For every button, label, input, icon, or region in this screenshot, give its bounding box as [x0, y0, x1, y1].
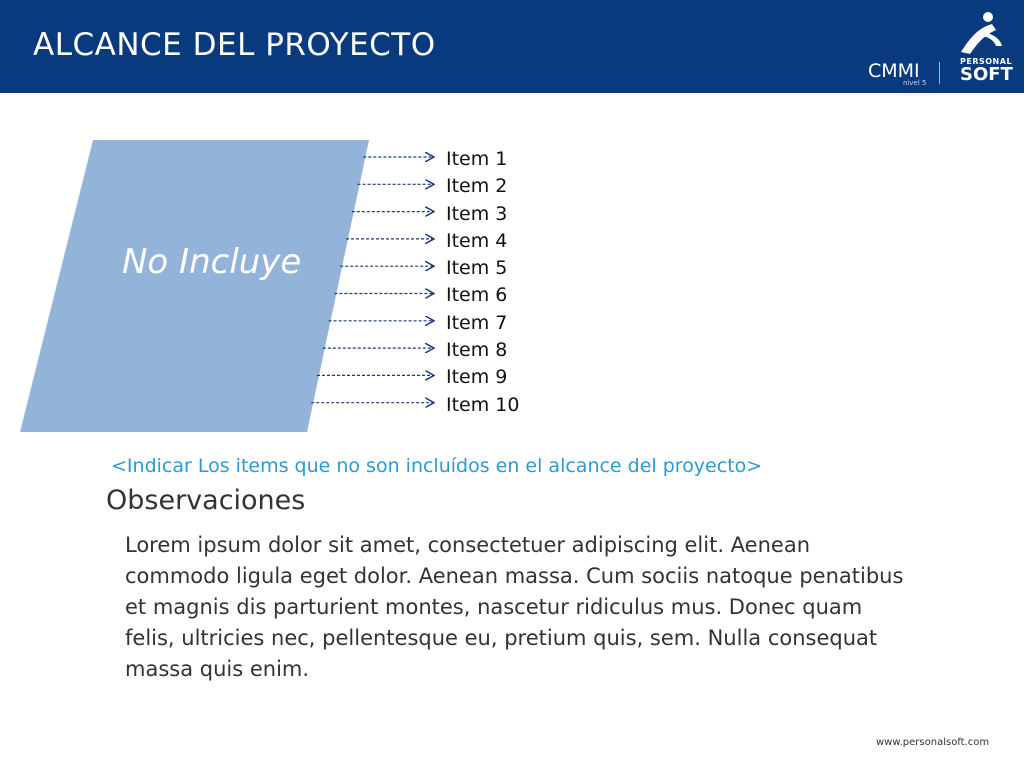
excluded-item-2: Item 2	[446, 175, 508, 198]
instruction-text: <Indicar Los items que no son incluídos en el alcance del proyecto>	[111, 455, 763, 477]
no-incluye-parallelogram	[20, 140, 369, 432]
observaciones-title: Observaciones	[106, 485, 306, 516]
no-incluye-label: No Incluye	[122, 242, 302, 282]
logo-text-personal: PERSONAL	[960, 57, 1013, 66]
excluded-item-9: Item 9	[446, 366, 508, 389]
excluded-item-4: Item 4	[446, 229, 508, 252]
excluded-item-8: Item 8	[446, 339, 508, 362]
excluded-items-list	[446, 146, 519, 419]
cmmi-label: CMMI	[868, 60, 920, 82]
excluded-item-7: Item 7	[446, 311, 508, 334]
cmmi-level: nivel 5	[903, 79, 927, 87]
logo-text-soft: SOFT	[960, 64, 1013, 85]
excluded-item-5: Item 5	[446, 257, 508, 280]
footer-url: www.personalsoft.com	[876, 737, 990, 748]
excluded-item-6: Item 6	[446, 284, 508, 307]
observaciones-body: Lorem ipsum dolor sit amet, consectetuer adipiscing elit. Aenean commodo ligula eget dolor. Aenean massa. Cum sociis natoque penatibus et magnis dis parturient montes, nascetur ridiculus mus. Donec quam felis, ultricies nec, pellentesque eu, pretium quis, sem. Nulla consequat massa quis enim.	[125, 533, 904, 681]
slide-title: ALCANCE DEL PROYECTO	[33, 27, 436, 63]
excluded-item-3: Item 3	[446, 202, 508, 225]
excluded-item-10: Item 10	[446, 393, 520, 416]
excluded-item-1: Item 1	[446, 148, 508, 170]
